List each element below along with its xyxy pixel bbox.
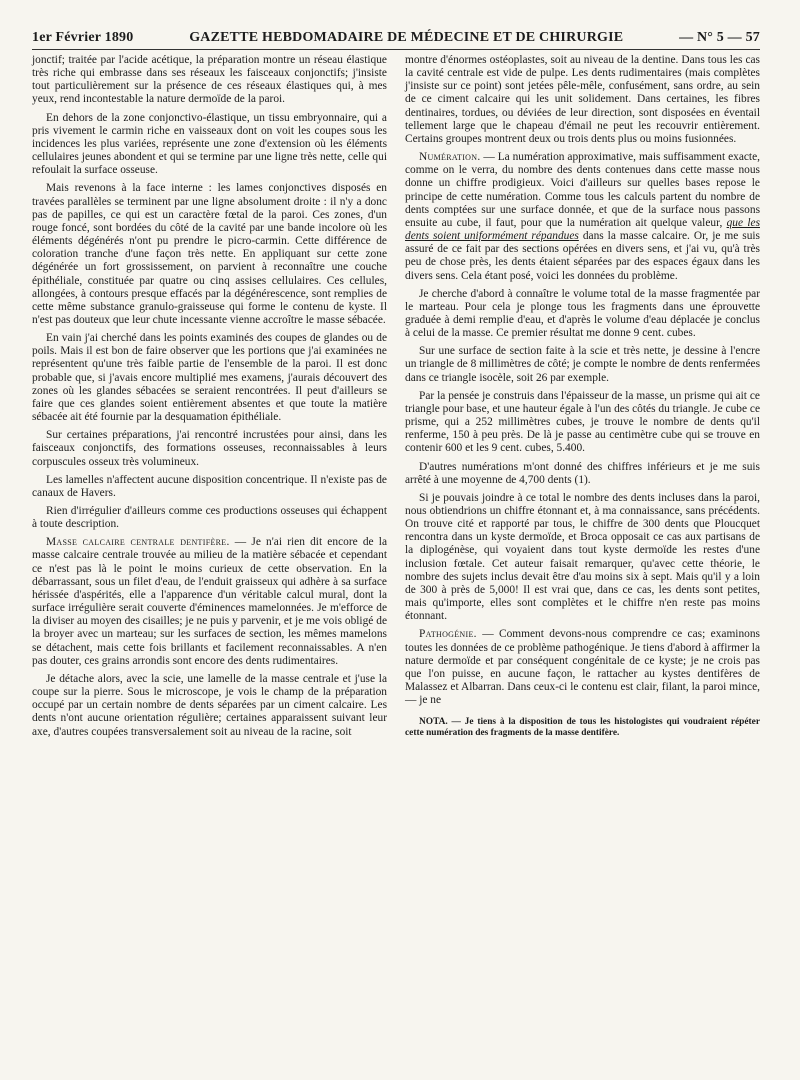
paragraph: Les lamelles n'affectent aucune disposition concentrique. Il n'existe pas de canaux de Havers. [32, 473, 387, 499]
paragraph-text: — La numération approximative, mais suffisamment exacte, comme on le verra, du nombre des dents contenues dans cette masse nous donne un chiffre prodigieux. Voici d'ailleurs sur quelles bases repose le principe de cette numération. Comme tous les calculs partent du nombre de dents comptées sur une surface donnée, et que de la surface nous passons ensuite au cube, il faut, pour que la numération ait quelque valeur, [405, 151, 760, 229]
journal-title: GAZETTE HEBDOMADAIRE DE MÉDECINE ET DE CHIRURGIE [189, 30, 624, 45]
paragraph: Mais revenons à la face interne : les lames conjonctives disposés en travées parallèles se terminent par une ligne absolument droite : il n'y a donc pas de papilles, ce qui est un caractère fœtal de la paroi. Ces zones, d'un rouge foncé, sont bordées du côté de la cavité par une bande incolore où les éléments dégénérés n'ont pu prendre le picro-carmin. Cette différence de coloration tranche d'une façon très nette. En appliquant sur cette zone dégénérée un fort grossissement, on parvient à reconnaître une couche épithéliale, constituée par quatre ou cinq assises cellulaires. Ces cellules, allongées, à contours presque effacés par la dégénérescence, sont remplies de cette même substance granulo-graisseuse qui forme le contenu de kyste. Il n'est pas douteux que leur chute incessante vienne accroître le masse sébacée. [32, 182, 387, 326]
paragraph-text: — Comment devons-nous comprendre ce cas; examinons toutes les données de ce problème pathogénique. Je tiens d'abord à affirmer la nature dermoïde et par conséquent congénitale de ce kyste; je ne crois pas que l'on puisse, en aucune façon, le rattacher au kystes dentifères de Malassez et Albarran. Dans ceux-ci le contenu est clair, filant, la paroi mince, — je ne [405, 628, 760, 707]
paragraph: Je détache alors, avec la scie, une lamelle de la masse centrale et j'use la coupe sur la pierre. Sous le microscope, je vois le champ de la préparation occupé par un certain nombre de dents séparées par un ciment calcaire. Les dents n'ont aucune orientation régulière; certaines apparaissent suivant leur axe, d'autres coupées transversalement soit au niveau de la racine, soit [32, 672, 387, 738]
paragraph: Sur certaines préparations, j'ai rencontré incrustées pour ainsi, dans les faisceaux conjonctifs, des formations osseuses, reconnaissables à leurs corpuscules osseux très volumineux. [32, 429, 387, 468]
paragraph: En dehors de la zone conjonctivo-élastique, un tissu embryonnaire, qui a pris vivement le carmin riche en vaisseaux dont on voit les coupes sous les incidences les plus variées, représente une zone d'extension où les éléments cellulaires jeunes abondent et qui se termine par une ligne très nette, celle qui refoulait la surface osseuse. [32, 111, 387, 177]
paragraph: Sur une surface de section faite à la scie et très nette, je dessine à l'encre un triangle de 8 millimètres de côté; je compte le nombre de dents renfermées dans ce triangle isocèle, soit 26 par exemple. [405, 345, 760, 384]
section-heading: Masse calcaire centrale dentifère. [46, 536, 230, 549]
paragraph [405, 628, 760, 707]
paragraph-text: — Je n'ai rien dit encore de la masse calcaire centrale trouvée au milieu de la matière sébacée et cependant ce n'est pas là le point le moins curieux de cette observation. En la débarrassant, sous un filet d'eau, de l'enduit graisseux qui adhère à sa surface hérissée d'aspérités, elle a l'apparence d'un véritable calcul mural, dont la surface irrégulière serait couverte d'éminences mamelonnées. Je m'efforce de la diviser au moyen des cisailles; je ne puis y parvenir, et je me vois obligé de la broyer avec un marteau; sur les surfaces de section, les mêmes mamelons se détachent, mais cette fois brillants et facilement reconnaissables. A n'en pas douter, ces grains arrondis sont encore des dents rudimentaires. [32, 536, 388, 667]
issue-page-number: — N° 5 — 57 [679, 30, 760, 45]
left-column [32, 54, 387, 744]
section-heading: Pathogénie. [419, 628, 477, 641]
paragraph: Si je pouvais joindre à ce total le nombre des dents incluses dans la paroi, nous obtiendrions un chiffre étonnant et, à ma connaissance, sans précédents. On trouve cité et rapporté par tous, le chiffre de 300 dents que Ploucquet rencontra dans un kyste dermoïde, et Broca opposait ce cas aux partisans de la diplogénèse, qui voyaient dans tout kyste dermoïde les restes d'une inclusion fœtale. Cet auteur faisait remarquer, qu'avec cette théorie, le nombre des sujets inclus devait être d'au moins six à sept. Mais qu'il y a loin de 300 à près de 5,000! Il est vrai que, dans ce cas, les dents sont petites, mais qu'importe, elles sont complètes et le chiffre n'en reste pas moins étonnant. [405, 491, 760, 623]
right-column [405, 54, 760, 744]
paragraph-text: dans la masse calcaire. Or, je me suis assuré de ce fait par des sections opérées en divers sens, et j'ai vu, qu'à très peu de chose près, les dents étaient séparées par des espaces égaux dans les divers sens. Cela étant posé, voici les données du problème. [405, 230, 760, 282]
paragraph: Rien d'irrégulier d'ailleurs comme ces productions osseuses qui échappent à toute description. [32, 505, 387, 531]
running-head [32, 30, 760, 50]
emphasized-text: que les dents soient uniformément répandues [405, 216, 760, 243]
footnote-text: NOTA. — Je tiens à la disposition de tous les histologistes qui voudraient répéter cette numération des fragments de la masse dentifère. [405, 717, 760, 739]
paragraph: Je cherche d'abord à connaître le volume total de la masse fragmentée par le marteau. Pour cela je plonge tous les fragments dans une éprouvette graduée à demi remplie d'eau, et d'après le volume d'eau déplacée je conclus à celui de la masse. Ce premier résultat me donne 9 cent. cubes. [405, 287, 760, 340]
issue-date: 1er Février 1890 [32, 30, 134, 45]
text-columns [32, 54, 760, 744]
paragraph: jonctif; traitée par l'acide acétique, la préparation montre un réseau élastique très riche qui embrasse dans ses réseaux les faisceaux conjonctifs; j'insiste tout particulièrement sur la présence de ces réseaux élastiques qui, à mes yeux, rend incontestable la nature dermoïde de la paroi. [32, 54, 387, 106]
section-heading: Numération. [419, 151, 481, 164]
paragraph [405, 151, 760, 283]
paragraph: En vain j'ai cherché dans les points examinés des coupes de glandes ou de poils. Mais il est bon de faire observer que les portions que j'ai examinées ne représentent qu'une très faible partie de l'ensemble de la paroi. Il est donc probable que, si j'avais encore multiplié mes examens, j'aurais découvert des zones où les glandes sébacées se seraient rencontrées. Il peut d'ailleurs se faire que ces glandes soient entièrement absentes et que toute la matière sébacée ait été fournie par la desquamation épithéliale. [32, 332, 387, 424]
paragraph: Par la pensée je construis dans l'épaisseur de la masse, un prisme qui ait ce triangle pour base, et une hauteur égale à l'un des côtés du triangle. Je cube ce prisme, qui a 252 millimètres cubes, je trouve le nombre de dents qu'il renferme, 150 à peu près. De là je passe au centimètre cube qui se trouve en contenir 600 et les 9 cent. cubes, 5.400. [405, 389, 760, 455]
paragraph: D'autres numérations m'ont donné des chiffres inférieurs et je me suis arrêté à une moyenne de 4,700 dents (1). [405, 460, 760, 486]
paragraph: montre d'énormes ostéoplastes, soit au niveau de la dentine. Dans tous les cas la cavité centrale est vide de pulpe. Les dents rudimentaires (mais complètes j'insiste sur ce point) sont jetées pêle-mêle, confusément, sans ordre, au sein de ce ciment calcaire qui les unit solidement. Dans certaines, les fibres dentinaires, tordues, ou déviées de leur direction, sont disposées en éventail tellement large que le chapeau d'émail ne peut les recouvrir entièrement. Certains groupes montrent deux ou trois dents plus ou moins fusionnées. [405, 54, 760, 145]
paragraph [32, 536, 387, 668]
footnote [405, 717, 760, 739]
